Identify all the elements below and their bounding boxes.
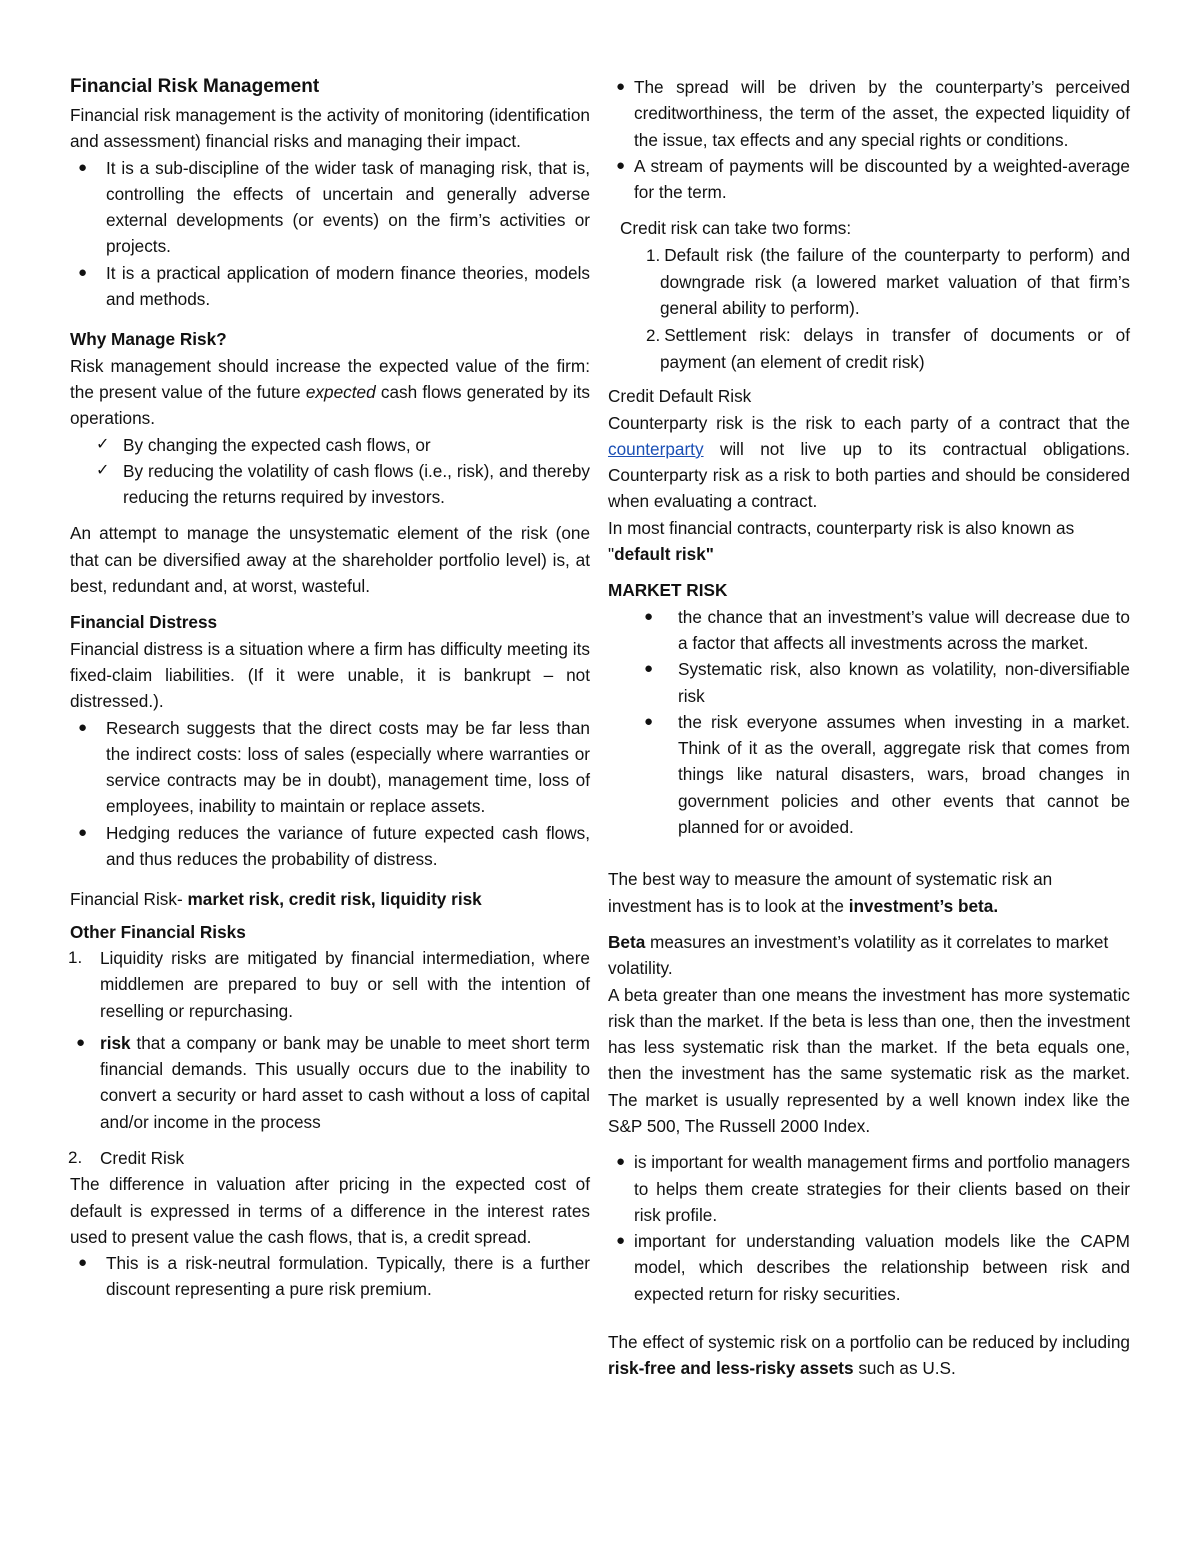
intro-paragraph: Financial risk management is the activity of monitoring (identification and assessment) financial risks and managing their impact. [70,105,590,152]
spread-bullet: ● A stream of payments will be discounted by a weighted-average for the term. [608,153,1130,206]
beta-bullet: ● important for understanding valuation models like the CAPM model, which describes the relationship between risk and expected return for risky securities. [608,1228,1130,1307]
bullet-icon: ● [78,1254,88,1272]
distress-bullet: ● Research suggests that the direct costs may be far less than the indirect costs: loss of sales (especially where warranties or service contracts may be in doubt), management time, loss of employees, inability to maintain or replace assets. [70,715,590,820]
market-risk-heading: MARKET RISK [608,580,728,601]
why-manage-risk-heading: Why Manage Risk? [70,329,227,350]
bullet-icon: ● [616,156,626,174]
intro-bullet: ● It is a sub-discipline of the wider task of managing risk, that is, controlling the effects of uncertain and generally adverse external developments (or events) on the firm’s activities or projects. [70,155,590,260]
bullet-icon: ● [78,823,88,841]
beta-definition: Beta measures an investment’s volatility as it correlates to market volatility. [608,931,1109,979]
distress-bullet: ● Hedging reduces the variance of future expected cash flows, and thus reduces the probability of distress. [70,820,590,873]
bullet-icon: ● [78,158,88,176]
financial-risk-types: Financial Risk- market risk, credit risk, liquidity risk [70,889,482,910]
market-risk-bullet: ● the chance that an investment’s value will decrease due to a factor that affects all investments across the market. [608,604,1130,657]
credit-form-item: 1. Default risk (the failure of the counterparty to perform) and downgrade risk (a lowered market valuation of that firm’s general ability to perform). [646,244,1130,319]
bullet-icon: ● [616,78,626,95]
other-financial-risks-heading: Other Financial Risks [70,921,246,942]
numbered-item: 1. Liquidity risks are mitigated by financial intermediation, where middlemen are prepared to buy or sell with the intention of reselling or repurchasing. [68,947,590,1021]
right-column [608,74,1130,1382]
checkmark-icon: ✓ [96,461,110,479]
checkmark-icon: ✓ [96,435,110,453]
bullet-icon: ● [644,607,654,625]
checklist-item: ✓ By changing the expected cash flows, or [70,432,590,458]
document-title: Financial Risk Management [70,76,320,97]
intro-bullet: ● It is a practical application of modern finance theories, models and methods. [70,260,590,313]
why-manage-risk-text: Risk management should increase the expected value of the firm: the present value of the future expected cash flows generated by its operations. [70,355,591,429]
left-column [70,74,590,1303]
market-risk-bullet: ● the risk everyone assumes when investing in a market. Think of it as the overall, aggregate risk that comes from things like natural disasters, wars, broad changes in government policies and other events that cannot be planned for or avoided. [608,709,1130,840]
bullet-icon: ● [78,263,88,281]
beta-explanation: A beta greater than one means the investment has more systematic risk than the market. If the beta is less than one, then the investment has less systematic risk than the market. If the beta equals one, then the investment has the same systematic risk as the market. The market is usually represented by a well known index like the S&P 500, The Russell 2000 Index. [608,984,1130,1136]
bullet-icon: ● [644,712,654,730]
bullet-icon: ● [78,718,88,736]
default-risk-text: In most financial contracts, counterparty risk is also known as "default risk" [608,517,1075,565]
credit-default-risk-heading: Credit Default Risk [608,386,752,407]
bullet-icon: ● [644,660,654,678]
numbered-item: 2. Credit Risk [68,1147,185,1168]
financial-distress-heading: Financial Distress [70,612,218,633]
credit-form-item: 2. Settlement risk: delays in transfer of documents or of payment (an element of credit risk) [646,324,1130,372]
systemic-risk-text: The effect of systemic risk on a portfolio can be reduced by including risk-free and less-risky assets such as U.S. [608,1332,1130,1379]
spread-bullet: ● The spread will be driven by the counterparty’s perceived creditworthiness, the term of the asset, the expected liquidity of the issue, tax effects and any special rights or conditions. [608,74,1130,153]
bullet-icon: ● [616,1232,626,1250]
financial-distress-text: Financial distress is a situation where a firm has difficulty meeting its fixed-claim liabilities. (If it were unable, it is bankrupt – not distressed.). [70,638,590,712]
credit-risk-text: The difference in valuation after pricing in the expected cost of default is expressed in terms of a difference in the interest rates used to present value the cash flows, that is, a credit spread. [70,1174,590,1247]
credit-forms-intro: Credit risk can take two forms: [620,218,852,239]
bullet-icon: ● [76,1033,86,1051]
counterparty-link[interactable]: counterparty [608,438,704,459]
credit-bullet: ● This is a risk-neutral formulation. Typically, there is a further discount representing a pure risk premium. [70,1250,590,1303]
bullet-icon: ● [616,1153,626,1171]
unsystematic-paragraph: An attempt to manage the unsystematic element of the risk (one that can be diversified away at the shareholder portfolio level) is, at best, redundant and, at worst, wasteful. [70,523,590,597]
counterparty-risk-text: Counterparty risk is the risk to each party of a contract that the counterparty will not live up to its contractual obligations. Counterparty risk as a risk to both parties and should be considered when evaluating a contract. [608,412,1130,512]
beta-bullet: ● is important for wealth management firms and portfolio managers to helps them create strategies for their clients based on their risk profile. [608,1149,1130,1228]
checklist-item: ✓ By reducing the volatility of cash flows (i.e., risk), and thereby reducing the returns required by investors. [70,458,590,511]
market-risk-bullet: ● Systematic risk, also known as volatility, non-diversifiable risk [608,656,1130,709]
liquidity-bullet: ● risk that a company or bank may be unable to meet short term financial demands. This usually occurs due to the inability to convert a security or hard asset to cash without a loss of capital and/or income in the process [70,1030,590,1135]
beta-measure-text: The best way to measure the amount of systematic risk an investment has is to look at the investment’s beta. [608,869,1053,916]
